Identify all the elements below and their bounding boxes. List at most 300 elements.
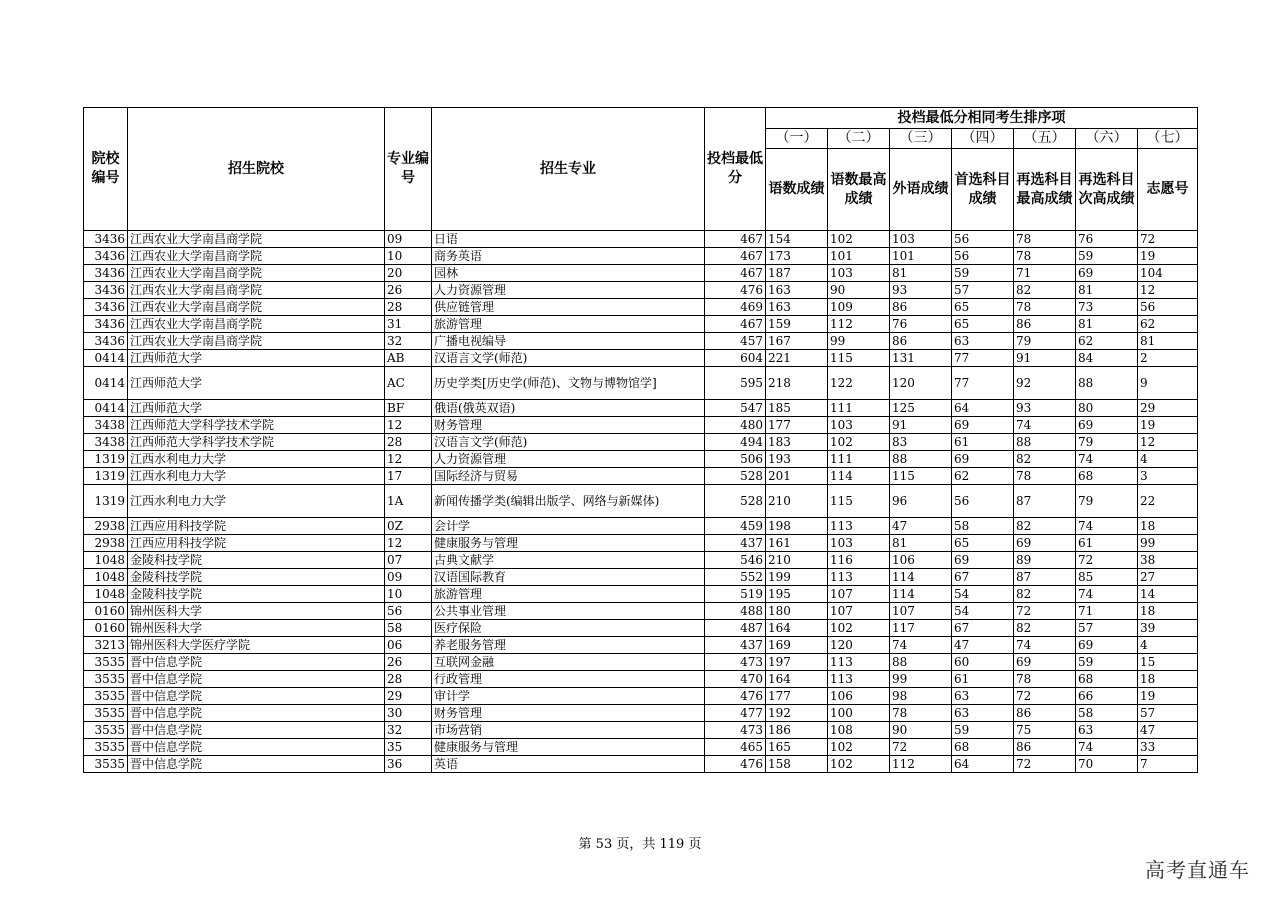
cell-major-code: AB <box>385 350 432 367</box>
cell-school-name: 晋中信息学院 <box>128 654 385 671</box>
cell-second-subject-next: 74 <box>1076 739 1138 756</box>
cell-major-code: 36 <box>385 756 432 773</box>
cell-school-code: 0414 <box>84 400 128 417</box>
cell-school-code: 1319 <box>84 485 128 518</box>
cell-school-code: 2938 <box>84 535 128 552</box>
cell-foreign-language: 90 <box>890 722 952 739</box>
cell-chinese-math: 165 <box>766 739 828 756</box>
cell-volunteer-no: 39 <box>1138 620 1198 637</box>
cell-chinese-math-max: 113 <box>828 569 890 586</box>
cell-second-subject-max: 86 <box>1014 705 1076 722</box>
cell-second-subject-max: 86 <box>1014 739 1076 756</box>
cell-second-subject-max: 78 <box>1014 671 1076 688</box>
cell-foreign-language: 88 <box>890 654 952 671</box>
cell-chinese-math: 159 <box>766 316 828 333</box>
header-sub-label: 志愿号 <box>1138 149 1198 231</box>
cell-volunteer-no: 19 <box>1138 248 1198 265</box>
header-sub-num: （七） <box>1138 129 1198 149</box>
cell-major-name: 旅游管理 <box>432 586 705 603</box>
cell-min-score: 465 <box>705 739 766 756</box>
cell-chinese-math-max: 112 <box>828 316 890 333</box>
header-sub-label: 再选科目次高成绩 <box>1076 149 1138 231</box>
cell-school-name: 江西水利电力大学 <box>128 451 385 468</box>
cell-chinese-math: 195 <box>766 586 828 603</box>
cell-school-code: 1319 <box>84 468 128 485</box>
cell-school-code: 2938 <box>84 518 128 535</box>
cell-major-code: 09 <box>385 569 432 586</box>
cell-school-name: 江西农业大学南昌商学院 <box>128 299 385 316</box>
cell-major-name: 市场营销 <box>432 722 705 739</box>
table-row <box>84 603 1198 620</box>
cell-second-subject-next: 84 <box>1076 350 1138 367</box>
cell-major-code: 09 <box>385 231 432 248</box>
cell-chinese-math-max: 102 <box>828 231 890 248</box>
header-sub-label: 再选科目最高成绩 <box>1014 149 1076 231</box>
cell-first-subject: 63 <box>952 688 1014 705</box>
cell-school-name: 江西农业大学南昌商学院 <box>128 265 385 282</box>
cell-min-score: 469 <box>705 299 766 316</box>
header-min-score: 投档最低分 <box>705 108 766 231</box>
cell-volunteer-no: 72 <box>1138 231 1198 248</box>
cell-second-subject-max: 72 <box>1014 756 1076 773</box>
cell-major-name: 人力资源管理 <box>432 451 705 468</box>
cell-school-name: 江西应用科技学院 <box>128 518 385 535</box>
header-sub-label: 首选科目成绩 <box>952 149 1014 231</box>
cell-second-subject-next: 80 <box>1076 400 1138 417</box>
cell-major-code: BF <box>385 400 432 417</box>
cell-school-name: 晋中信息学院 <box>128 722 385 739</box>
cell-second-subject-max: 91 <box>1014 350 1076 367</box>
cell-foreign-language: 101 <box>890 248 952 265</box>
cell-volunteer-no: 3 <box>1138 468 1198 485</box>
cell-second-subject-max: 71 <box>1014 265 1076 282</box>
cell-second-subject-max: 72 <box>1014 603 1076 620</box>
cell-school-name: 江西农业大学南昌商学院 <box>128 231 385 248</box>
cell-volunteer-no: 4 <box>1138 451 1198 468</box>
cell-second-subject-next: 61 <box>1076 535 1138 552</box>
cell-major-code: 58 <box>385 620 432 637</box>
cell-second-subject-max: 87 <box>1014 569 1076 586</box>
cell-major-code: 56 <box>385 603 432 620</box>
cell-volunteer-no: 22 <box>1138 485 1198 518</box>
cell-school-code: 3535 <box>84 756 128 773</box>
cell-school-code: 1319 <box>84 451 128 468</box>
cell-first-subject: 77 <box>952 367 1014 400</box>
cell-first-subject: 68 <box>952 739 1014 756</box>
cell-chinese-math: 221 <box>766 350 828 367</box>
cell-second-subject-max: 93 <box>1014 400 1076 417</box>
cell-school-name: 江西农业大学南昌商学院 <box>128 248 385 265</box>
cell-foreign-language: 81 <box>890 265 952 282</box>
cell-major-code: 28 <box>385 671 432 688</box>
table-row <box>84 468 1198 485</box>
table-row <box>84 451 1198 468</box>
table-row <box>84 654 1198 671</box>
cell-volunteer-no: 81 <box>1138 333 1198 350</box>
cell-volunteer-no: 27 <box>1138 569 1198 586</box>
cell-major-code: 12 <box>385 451 432 468</box>
cell-chinese-math-max: 90 <box>828 282 890 299</box>
table-row <box>84 688 1198 705</box>
cell-first-subject: 59 <box>952 722 1014 739</box>
cell-volunteer-no: 38 <box>1138 552 1198 569</box>
cell-major-code: 0Z <box>385 518 432 535</box>
cell-foreign-language: 114 <box>890 586 952 603</box>
cell-school-name: 江西师范大学科学技术学院 <box>128 417 385 434</box>
header-sub-label: 语数成绩 <box>766 149 828 231</box>
cell-chinese-math-max: 108 <box>828 722 890 739</box>
cell-major-code: AC <box>385 367 432 400</box>
cell-chinese-math: 218 <box>766 367 828 400</box>
cell-major-code: 32 <box>385 722 432 739</box>
header-tie-rank: 投档最低分相同考生排序项 <box>766 108 1198 129</box>
cell-volunteer-no: 18 <box>1138 671 1198 688</box>
cell-min-score: 476 <box>705 688 766 705</box>
cell-major-name: 医疗保险 <box>432 620 705 637</box>
cell-chinese-math: 173 <box>766 248 828 265</box>
cell-chinese-math-max: 109 <box>828 299 890 316</box>
cell-second-subject-max: 69 <box>1014 654 1076 671</box>
cell-min-score: 457 <box>705 333 766 350</box>
cell-chinese-math-max: 115 <box>828 350 890 367</box>
cell-min-score: 437 <box>705 637 766 654</box>
cell-school-code: 3535 <box>84 705 128 722</box>
cell-chinese-math-max: 113 <box>828 671 890 688</box>
cell-major-code: 06 <box>385 637 432 654</box>
cell-second-subject-next: 66 <box>1076 688 1138 705</box>
cell-foreign-language: 88 <box>890 451 952 468</box>
cell-volunteer-no: 14 <box>1138 586 1198 603</box>
cell-major-name: 供应链管理 <box>432 299 705 316</box>
table-row <box>84 417 1198 434</box>
cell-second-subject-next: 85 <box>1076 569 1138 586</box>
cell-first-subject: 69 <box>952 451 1014 468</box>
cell-second-subject-next: 74 <box>1076 586 1138 603</box>
cell-foreign-language: 117 <box>890 620 952 637</box>
header-sub-num: （三） <box>890 129 952 149</box>
table-row <box>84 400 1198 417</box>
cell-volunteer-no: 9 <box>1138 367 1198 400</box>
cell-min-score: 552 <box>705 569 766 586</box>
cell-second-subject-max: 82 <box>1014 282 1076 299</box>
cell-second-subject-next: 59 <box>1076 654 1138 671</box>
cell-volunteer-no: 99 <box>1138 535 1198 552</box>
cell-chinese-math: 167 <box>766 333 828 350</box>
cell-chinese-math-max: 114 <box>828 468 890 485</box>
cell-chinese-math: 199 <box>766 569 828 586</box>
cell-second-subject-next: 79 <box>1076 485 1138 518</box>
cell-chinese-math-max: 107 <box>828 603 890 620</box>
cell-major-name: 汉语国际教育 <box>432 569 705 586</box>
cell-second-subject-max: 88 <box>1014 434 1076 451</box>
cell-chinese-math: 198 <box>766 518 828 535</box>
cell-school-code: 3535 <box>84 688 128 705</box>
cell-second-subject-next: 81 <box>1076 282 1138 299</box>
cell-min-score: 519 <box>705 586 766 603</box>
cell-second-subject-next: 69 <box>1076 417 1138 434</box>
cell-volunteer-no: 18 <box>1138 603 1198 620</box>
cell-school-code: 1048 <box>84 552 128 569</box>
cell-school-name: 江西农业大学南昌商学院 <box>128 316 385 333</box>
cell-school-code: 3436 <box>84 265 128 282</box>
table-row <box>84 434 1198 451</box>
header-sub-num: （五） <box>1014 129 1076 149</box>
cell-chinese-math: 164 <box>766 620 828 637</box>
cell-min-score: 467 <box>705 265 766 282</box>
cell-first-subject: 67 <box>952 569 1014 586</box>
cell-chinese-math-max: 122 <box>828 367 890 400</box>
cell-min-score: 488 <box>705 603 766 620</box>
table-row <box>84 620 1198 637</box>
cell-school-name: 江西水利电力大学 <box>128 485 385 518</box>
cell-second-subject-max: 89 <box>1014 552 1076 569</box>
cell-second-subject-next: 71 <box>1076 603 1138 620</box>
cell-volunteer-no: 18 <box>1138 518 1198 535</box>
cell-min-score: 473 <box>705 722 766 739</box>
cell-school-code: 3535 <box>84 654 128 671</box>
cell-first-subject: 67 <box>952 620 1014 637</box>
cell-first-subject: 63 <box>952 333 1014 350</box>
header-school-name: 招生院校 <box>128 108 385 231</box>
cell-chinese-math: 185 <box>766 400 828 417</box>
table-row <box>84 637 1198 654</box>
cell-second-subject-next: 79 <box>1076 434 1138 451</box>
cell-foreign-language: 125 <box>890 400 952 417</box>
table-row <box>84 350 1198 367</box>
cell-second-subject-next: 58 <box>1076 705 1138 722</box>
cell-school-code: 3535 <box>84 739 128 756</box>
cell-major-name: 会计学 <box>432 518 705 535</box>
cell-school-code: 3535 <box>84 671 128 688</box>
cell-major-code: 12 <box>385 417 432 434</box>
cell-volunteer-no: 15 <box>1138 654 1198 671</box>
cell-min-score: 473 <box>705 654 766 671</box>
cell-min-score: 467 <box>705 316 766 333</box>
table-row <box>84 552 1198 569</box>
cell-chinese-math: 210 <box>766 485 828 518</box>
cell-foreign-language: 99 <box>890 671 952 688</box>
cell-school-name: 金陵科技学院 <box>128 552 385 569</box>
table-row <box>84 333 1198 350</box>
cell-second-subject-next: 81 <box>1076 316 1138 333</box>
cell-school-name: 江西农业大学南昌商学院 <box>128 333 385 350</box>
cell-second-subject-next: 68 <box>1076 671 1138 688</box>
cell-major-name: 健康服务与管理 <box>432 739 705 756</box>
cell-foreign-language: 78 <box>890 705 952 722</box>
cell-school-name: 晋中信息学院 <box>128 688 385 705</box>
cell-chinese-math-max: 102 <box>828 756 890 773</box>
cell-first-subject: 63 <box>952 705 1014 722</box>
table-row <box>84 282 1198 299</box>
cell-school-name: 江西师范大学 <box>128 400 385 417</box>
cell-second-subject-max: 74 <box>1014 417 1076 434</box>
table-row <box>84 367 1198 400</box>
cell-second-subject-max: 78 <box>1014 248 1076 265</box>
cell-volunteer-no: 47 <box>1138 722 1198 739</box>
cell-first-subject: 61 <box>952 671 1014 688</box>
cell-chinese-math: 161 <box>766 535 828 552</box>
cell-major-code: 35 <box>385 739 432 756</box>
cell-chinese-math-max: 107 <box>828 586 890 603</box>
cell-second-subject-next: 68 <box>1076 468 1138 485</box>
cell-foreign-language: 112 <box>890 756 952 773</box>
cell-min-score: 480 <box>705 417 766 434</box>
cell-school-name: 金陵科技学院 <box>128 569 385 586</box>
cell-second-subject-next: 72 <box>1076 552 1138 569</box>
table-row <box>84 248 1198 265</box>
cell-chinese-math: 201 <box>766 468 828 485</box>
header-sub-num: （一） <box>766 129 828 149</box>
cell-chinese-math-max: 103 <box>828 535 890 552</box>
cell-first-subject: 54 <box>952 603 1014 620</box>
cell-second-subject-max: 72 <box>1014 688 1076 705</box>
cell-chinese-math: 180 <box>766 603 828 620</box>
cell-major-code: 10 <box>385 248 432 265</box>
cell-volunteer-no: 12 <box>1138 282 1198 299</box>
cell-min-score: 476 <box>705 282 766 299</box>
admission-score-table <box>83 107 1198 773</box>
cell-chinese-math: 177 <box>766 417 828 434</box>
cell-second-subject-max: 86 <box>1014 316 1076 333</box>
header-sub-label: 语数最高成绩 <box>828 149 890 231</box>
cell-major-name: 互联网金融 <box>432 654 705 671</box>
table-row <box>84 722 1198 739</box>
cell-foreign-language: 81 <box>890 535 952 552</box>
cell-school-code: 3438 <box>84 417 128 434</box>
cell-chinese-math-max: 116 <box>828 552 890 569</box>
cell-chinese-math-max: 111 <box>828 451 890 468</box>
cell-school-name: 金陵科技学院 <box>128 586 385 603</box>
header-sub-num: （四） <box>952 129 1014 149</box>
cell-chinese-math-max: 102 <box>828 434 890 451</box>
cell-school-code: 3436 <box>84 316 128 333</box>
cell-second-subject-max: 75 <box>1014 722 1076 739</box>
cell-school-code: 1048 <box>84 569 128 586</box>
cell-second-subject-next: 74 <box>1076 451 1138 468</box>
cell-major-name: 行政管理 <box>432 671 705 688</box>
cell-major-name: 公共事业管理 <box>432 603 705 620</box>
cell-school-name: 江西水利电力大学 <box>128 468 385 485</box>
cell-second-subject-max: 79 <box>1014 333 1076 350</box>
table-row <box>84 231 1198 248</box>
table-row <box>84 756 1198 773</box>
cell-volunteer-no: 2 <box>1138 350 1198 367</box>
cell-chinese-math-max: 111 <box>828 400 890 417</box>
cell-school-code: 3535 <box>84 722 128 739</box>
cell-chinese-math-max: 102 <box>828 620 890 637</box>
cell-major-code: 31 <box>385 316 432 333</box>
cell-foreign-language: 106 <box>890 552 952 569</box>
cell-school-name: 江西应用科技学院 <box>128 535 385 552</box>
cell-chinese-math-max: 99 <box>828 333 890 350</box>
cell-first-subject: 64 <box>952 400 1014 417</box>
cell-foreign-language: 114 <box>890 569 952 586</box>
cell-foreign-language: 74 <box>890 637 952 654</box>
cell-first-subject: 56 <box>952 485 1014 518</box>
cell-min-score: 467 <box>705 248 766 265</box>
header-sub-label: 外语成绩 <box>890 149 952 231</box>
cell-school-name: 江西师范大学 <box>128 350 385 367</box>
cell-chinese-math: 186 <box>766 722 828 739</box>
cell-school-code: 0160 <box>84 620 128 637</box>
cell-school-name: 锦州医科大学 <box>128 603 385 620</box>
cell-foreign-language: 86 <box>890 299 952 316</box>
cell-major-name: 日语 <box>432 231 705 248</box>
cell-volunteer-no: 12 <box>1138 434 1198 451</box>
cell-school-name: 江西师范大学 <box>128 367 385 400</box>
cell-chinese-math: 187 <box>766 265 828 282</box>
cell-second-subject-max: 78 <box>1014 468 1076 485</box>
cell-major-code: 20 <box>385 265 432 282</box>
cell-volunteer-no: 19 <box>1138 417 1198 434</box>
cell-second-subject-max: 92 <box>1014 367 1076 400</box>
cell-chinese-math-max: 120 <box>828 637 890 654</box>
cell-chinese-math: 158 <box>766 756 828 773</box>
cell-first-subject: 56 <box>952 231 1014 248</box>
cell-school-name: 锦州医科大学 <box>128 620 385 637</box>
cell-chinese-math-max: 103 <box>828 417 890 434</box>
header-sub-num: （六） <box>1076 129 1138 149</box>
cell-school-code: 3436 <box>84 299 128 316</box>
cell-chinese-math-max: 115 <box>828 485 890 518</box>
cell-major-name: 英语 <box>432 756 705 773</box>
cell-school-name: 晋中信息学院 <box>128 671 385 688</box>
cell-min-score: 546 <box>705 552 766 569</box>
cell-min-score: 528 <box>705 468 766 485</box>
cell-second-subject-max: 82 <box>1014 518 1076 535</box>
cell-second-subject-max: 82 <box>1014 451 1076 468</box>
cell-foreign-language: 72 <box>890 739 952 756</box>
table-body <box>84 231 1198 773</box>
cell-min-score: 459 <box>705 518 766 535</box>
cell-min-score: 604 <box>705 350 766 367</box>
cell-chinese-math: 183 <box>766 434 828 451</box>
cell-volunteer-no: 56 <box>1138 299 1198 316</box>
cell-major-code: 1A <box>385 485 432 518</box>
cell-chinese-math: 164 <box>766 671 828 688</box>
cell-chinese-math: 163 <box>766 282 828 299</box>
cell-major-name: 商务英语 <box>432 248 705 265</box>
cell-second-subject-next: 63 <box>1076 722 1138 739</box>
cell-first-subject: 61 <box>952 434 1014 451</box>
cell-school-name: 晋中信息学院 <box>128 739 385 756</box>
cell-major-name: 财务管理 <box>432 705 705 722</box>
cell-school-name: 晋中信息学院 <box>128 756 385 773</box>
cell-chinese-math: 163 <box>766 299 828 316</box>
cell-foreign-language: 103 <box>890 231 952 248</box>
cell-chinese-math-max: 101 <box>828 248 890 265</box>
cell-first-subject: 65 <box>952 535 1014 552</box>
cell-first-subject: 54 <box>952 586 1014 603</box>
cell-second-subject-max: 82 <box>1014 586 1076 603</box>
cell-second-subject-next: 76 <box>1076 231 1138 248</box>
cell-volunteer-no: 33 <box>1138 739 1198 756</box>
cell-major-name: 历史学类[历史学(师范)、文物与博物馆学] <box>432 367 705 400</box>
cell-second-subject-next: 57 <box>1076 620 1138 637</box>
cell-major-code: 07 <box>385 552 432 569</box>
cell-chinese-math: 192 <box>766 705 828 722</box>
cell-first-subject: 58 <box>952 518 1014 535</box>
cell-school-code: 0414 <box>84 367 128 400</box>
cell-chinese-math: 154 <box>766 231 828 248</box>
cell-chinese-math: 193 <box>766 451 828 468</box>
cell-chinese-math: 197 <box>766 654 828 671</box>
cell-school-code: 3436 <box>84 282 128 299</box>
cell-second-subject-next: 73 <box>1076 299 1138 316</box>
cell-first-subject: 56 <box>952 248 1014 265</box>
cell-min-score: 477 <box>705 705 766 722</box>
cell-second-subject-max: 69 <box>1014 535 1076 552</box>
